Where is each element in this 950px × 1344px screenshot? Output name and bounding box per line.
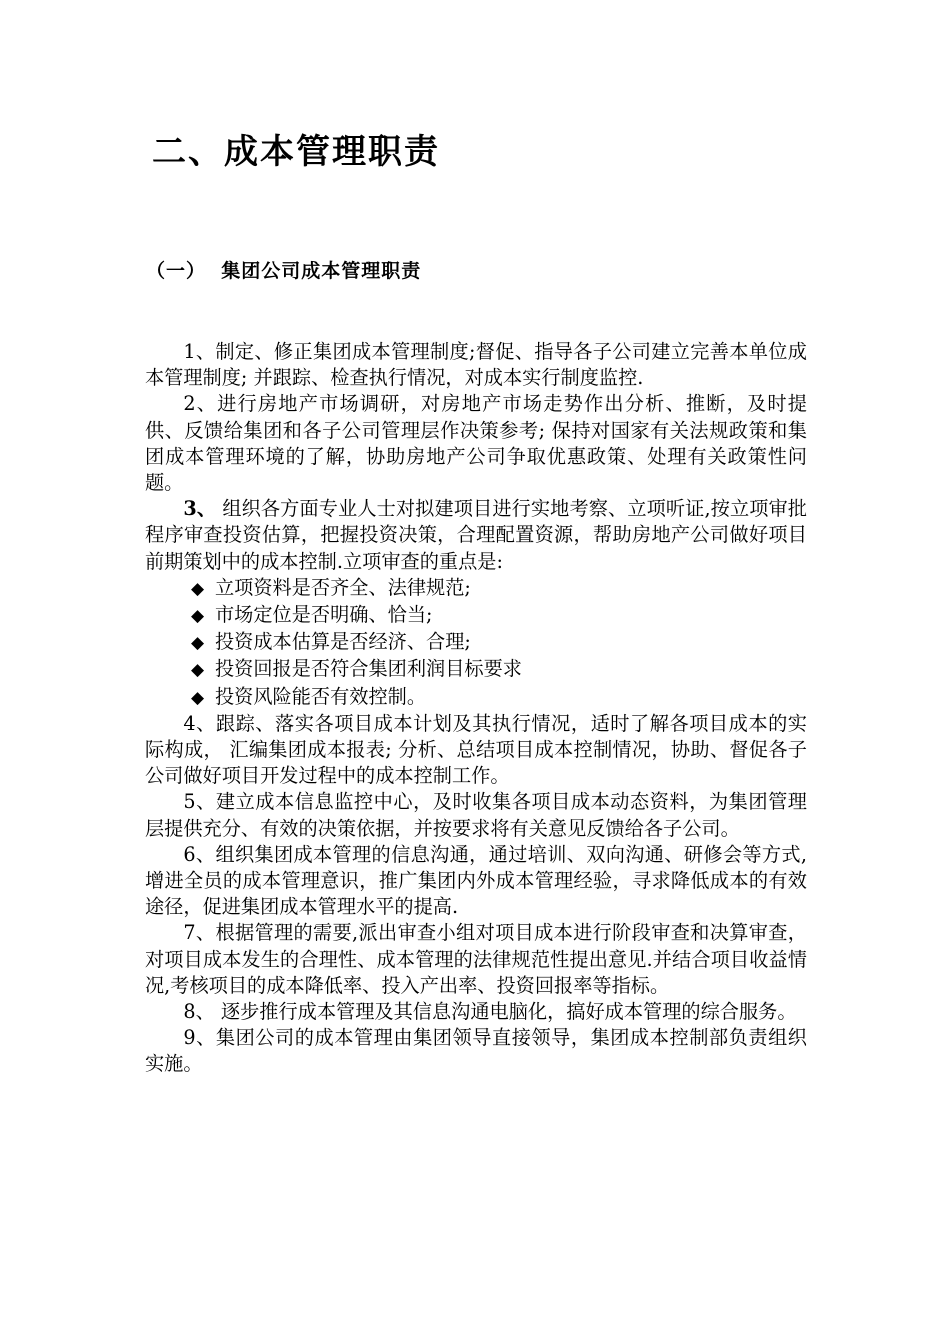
item-5: 5、建立成本信息监控中心，及时收集各项目成本动态资料，为集团管理层提供充分、有效的决策依据，并按要求将有关意见反馈给各子公司。 (145, 790, 807, 840)
list-item (145, 629, 807, 656)
item-3-text: 组织各方面专业人士对拟建项目进行实地考察、立项听证,按立项审批程序审查投资估算，把握投资决策，合理配置资源，帮助房地产公司做好项目前期策划中的成本控制.立项审查的重点是: (145, 497, 807, 573)
diamond-bullet-icon: ◆ (191, 606, 205, 627)
item-9: 9、集团公司的成本管理由集团领导直接领导，集团成本控制部负责组织实施。 (145, 1026, 807, 1076)
list-item (145, 684, 807, 711)
list-item (145, 656, 807, 683)
item-3-number: 3、 (183, 497, 217, 521)
bullet-text: 市场定位是否明确、恰当; (215, 603, 433, 627)
section-heading: （一） 集团公司成本管理职责 (146, 260, 422, 282)
document-title: 二、成本管理职责 (152, 132, 440, 172)
review-points-list (145, 575, 807, 711)
section-body (145, 339, 807, 1078)
item-4: 4、跟踪、落实各项目成本计划及其执行情况，适时了解各项目成本的实际构成， 汇编集团成本报表; 分析、总结项目成本控制情况，协助、督促各子公司做好项目开发过程中的成本控制工作。 (145, 711, 807, 788)
diamond-bullet-icon: ◆ (191, 687, 205, 708)
item-1: 1、制定、修正集团成本管理制度;督促、指导各子公司建立完善本单位成本管理制度; 并跟踪、检查执行情况，对成本实行制度监控. (145, 340, 807, 390)
diamond-bullet-icon: ◆ (191, 633, 205, 654)
bullet-text: 立项资料是否齐全、法律规范; (215, 575, 471, 599)
item-6: 6、组织集团成本管理的信息沟通，通过培训、双向沟通、研修会等方式,增进全员的成本管理意识，推广集团内外成本管理经验，寻求降低成本的有效途径，促进集团成本管理水平的提高. (145, 842, 807, 919)
bullet-text: 投资回报是否符合集团利润目标要求 (215, 657, 522, 681)
item-2: 2、进行房地产市场调研，对房地产市场走势作出分析、推断，及时提供、反馈给集团和各子公司管理层作决策参考; 保持对国家有关法规政策和集团成本管理环境的了解，协助房地产公司争取优惠政策、处理有关政策性问题。 (145, 392, 807, 495)
list-item (145, 602, 807, 629)
bullet-text: 投资成本估算是否经济、合理; (215, 630, 471, 654)
diamond-bullet-icon: ◆ (191, 660, 205, 681)
list-item (145, 575, 807, 602)
item-3 (145, 496, 807, 575)
bullet-text: 投资风险能否有效控制。 (215, 684, 427, 708)
item-7: 7、根据管理的需要,派出审查小组对项目成本进行阶段审查和决算审查，对项目成本发生的合理性、成本管理的法律规范性提出意见.并结合项目收益情况,考核项目的成本降低率、投入产出率、投资回报率等指标。 (145, 921, 807, 997)
item-8: 8、 逐步推行成本管理及其信息沟通电脑化，搞好成本管理的综合服务。 (183, 1000, 797, 1024)
diamond-bullet-icon: ◆ (191, 578, 205, 599)
